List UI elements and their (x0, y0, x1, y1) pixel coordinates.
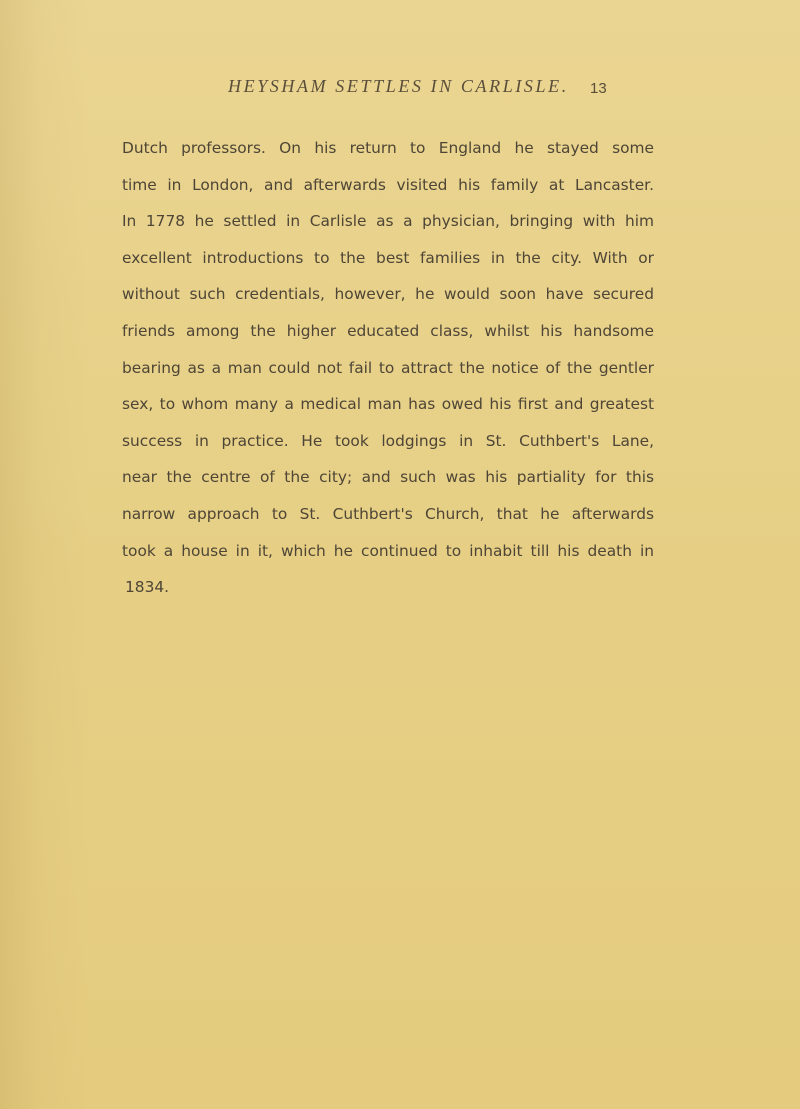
body-paragraph (122, 130, 654, 606)
text-line: took a house in it, which he continued to inhabit till his death in (122, 541, 654, 560)
text-line: friends among the higher educated class, whilst his handsome (122, 321, 654, 340)
text-line: time in London, and afterwards visited his family at Lancaster. (122, 175, 654, 194)
text-line: excellent introductions to the best families in the city. With or (122, 248, 654, 267)
page-number: 13 (590, 80, 607, 97)
text-line: Dutch professors. On his return to England he stayed some (122, 139, 654, 157)
text-line: sex, to whom many a medical man has owed his first and greatest (122, 395, 654, 414)
text-line: success in practice. He took lodgings in St. Cuthbert's Lane, (122, 431, 654, 450)
text-line: narrow approach to St. Cuthbert's Church, that he afterwards (122, 504, 654, 523)
text-line: In 1778 he settled in Carlisle as a physician, bringing with him (122, 212, 654, 231)
text-line: near the centre of the city; and such was his partiality for this (122, 468, 654, 487)
text-line: without such credentials, however, he would soon have secured (122, 285, 654, 304)
running-head: HEYSHAM SETTLES IN CARLISLE. (228, 76, 569, 96)
text-line: 1834. (125, 578, 170, 597)
text-line: bearing as a man could not fail to attract the notice of the gentler (122, 358, 654, 377)
